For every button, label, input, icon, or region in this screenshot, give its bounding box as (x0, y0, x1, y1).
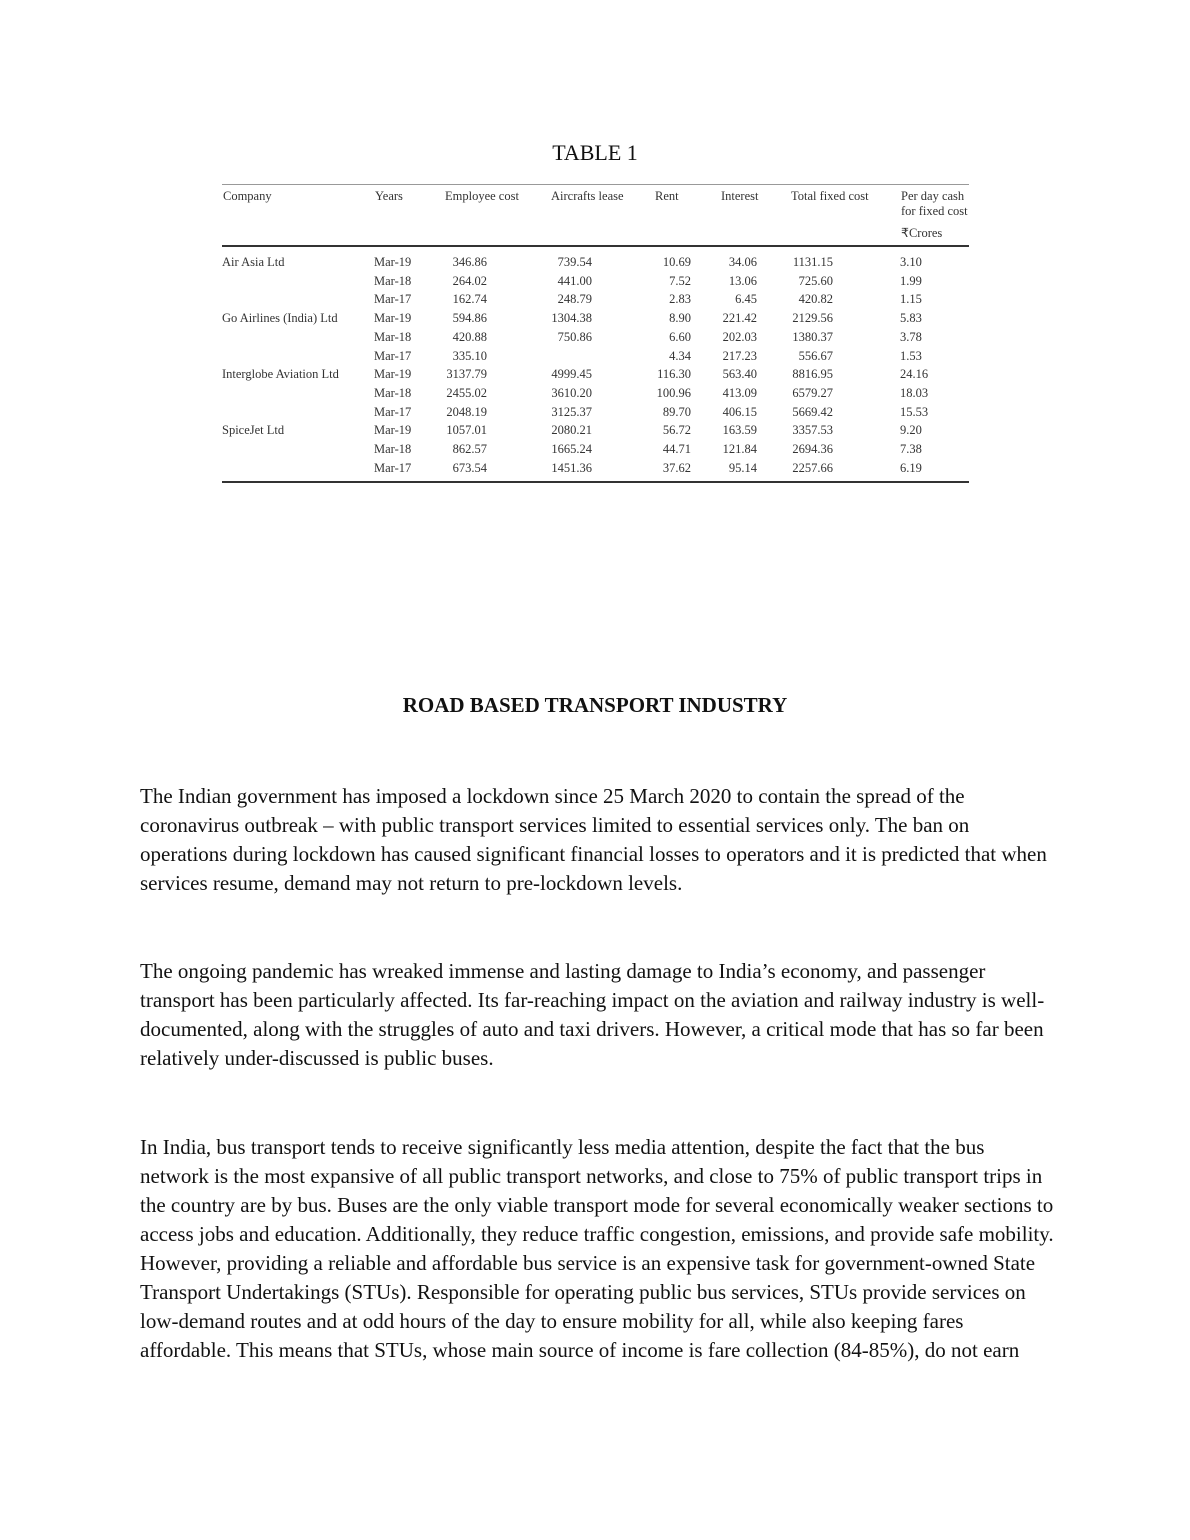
table-row (222, 384, 969, 403)
cell-aircrafts-lease: 750.86 (557, 329, 592, 344)
cell-rent: 44.71 (662, 442, 691, 457)
header-employee-cost: Employee cost (444, 185, 550, 247)
cell-total-fixed-cost: 5669.42 (792, 404, 833, 419)
cell-interest: 406.15 (722, 404, 757, 419)
cell-aircrafts-lease: 1451.36 (550, 459, 654, 483)
table-row (222, 403, 969, 422)
header-company: Company (222, 185, 374, 247)
table-row (222, 272, 969, 291)
header-years: Years (374, 185, 444, 247)
cell-total-fixed-cost: 2694.36 (792, 442, 833, 457)
table-row (222, 328, 969, 347)
header-rent: Rent (654, 185, 720, 247)
cell-employee-cost: 335.10 (452, 348, 487, 363)
cell-rent: 100.96 (656, 385, 691, 400)
cell-aircrafts-lease: 1665.24 (551, 442, 592, 457)
table-title: TABLE 1 (552, 140, 638, 165)
table-row (222, 246, 969, 272)
table-row (222, 290, 969, 309)
cell-per-day-cash: 18.03 (900, 385, 929, 400)
cell-per-day-cash: 15.53 (900, 404, 929, 419)
cell-company (222, 347, 374, 366)
cell-interest: 202.03 (722, 329, 757, 344)
cell-total-fixed-cost: 725.60 (798, 273, 833, 288)
cell-interest: 13.06 (728, 273, 757, 288)
cell-total-fixed-cost: 2257.66 (790, 459, 900, 483)
cell-per-day-cash: 3.10 (900, 255, 922, 269)
cell-total-fixed-cost: 2129.56 (792, 311, 833, 326)
cell-year: Mar-19 (374, 367, 412, 382)
cell-aircrafts-lease (550, 347, 654, 366)
cell-interest: 34.06 (728, 255, 757, 269)
cell-aircrafts-lease: 1304.38 (551, 311, 592, 326)
header-total-fixed-cost: Total fixed cost (790, 185, 900, 247)
cell-interest: 163.59 (722, 423, 757, 438)
cell-aircrafts-lease: 3610.20 (551, 385, 592, 400)
cell-interest: 563.40 (722, 367, 757, 382)
cell-rent: 89.70 (662, 404, 691, 419)
table-row (222, 421, 969, 440)
cell-interest: 217.23 (722, 348, 757, 363)
cell-year: Mar-19 (374, 255, 412, 269)
cell-employee-cost: 264.02 (452, 273, 487, 288)
table-row (222, 440, 969, 459)
cell-year: Mar-17 (374, 459, 444, 483)
table-row (222, 309, 969, 328)
cell-rent: 56.72 (662, 423, 691, 438)
cell-company (222, 272, 374, 291)
cell-employee-cost: 3137.79 (446, 367, 487, 382)
fixed-cost-table (222, 184, 968, 483)
cell-total-fixed-cost: 1380.37 (792, 329, 833, 344)
cell-company: Air Asia Ltd (222, 255, 285, 269)
cell-company: Interglobe Aviation Ltd (222, 367, 339, 382)
cell-employee-cost: 673.54 (444, 459, 550, 483)
cell-per-day-cash: 3.78 (900, 329, 922, 344)
cell-rent: 7.52 (669, 273, 691, 288)
cell-company (222, 440, 374, 459)
cell-year: Mar-17 (374, 292, 412, 307)
header-aircrafts-lease: Aircrafts lease (550, 185, 654, 247)
cell-per-day-cash: 6.19 (900, 459, 969, 483)
cell-company (222, 328, 374, 347)
cell-rent: 2.83 (669, 292, 691, 307)
cell-aircrafts-lease: 3125.37 (551, 404, 592, 419)
cell-interest: 221.42 (722, 311, 757, 326)
cell-rent: 116.30 (657, 367, 691, 382)
cell-year: Mar-18 (374, 385, 412, 400)
cell-year: Mar-19 (374, 423, 412, 438)
table-row (222, 365, 969, 384)
table-row (222, 459, 969, 483)
cell-employee-cost: 420.88 (452, 329, 487, 344)
cell-employee-cost: 162.74 (452, 292, 487, 307)
cell-aircrafts-lease: 4999.45 (551, 367, 592, 382)
data-table (222, 184, 969, 483)
cell-company (222, 403, 374, 422)
cell-per-day-cash: 7.38 (900, 442, 922, 457)
cell-rent: 8.90 (669, 311, 691, 326)
cell-company: SpiceJet Ltd (222, 423, 285, 438)
unit-label: ₹Crores (901, 226, 943, 240)
cell-year: Mar-18 (374, 273, 412, 288)
paragraph-2: The ongoing pandemic has wreaked immense and lasting damage to India’s economy, and passenger transport has been particularly affected. Its far-reaching impact on the aviation and railway industry is well-documented, along with the struggles of auto and taxi drivers. However, a critical mode that has so far been relatively under-discussed is public buses. (140, 959, 1045, 1070)
cell-company: Go Airlines (India) Ltd (222, 311, 338, 326)
cell-per-day-cash: 1.15 (900, 292, 922, 307)
cell-year: Mar-18 (374, 442, 412, 457)
cell-rent: 10.69 (662, 255, 691, 269)
cell-aircrafts-lease: 2080.21 (551, 423, 592, 438)
paragraph-3: In India, bus transport tends to receive significantly less media attention, despite the fact that the bus network is the most expansive of all public transport networks, and close to 75% of public transport trips in the country are by bus. Buses are the only viable transport mode for several economically weaker sections to access jobs and education. Additionally, they reduce traffic congestion, emissions, and provide safe mobility. However, providing a reliable and affordable bus service is an expensive task for government-owned State Transport Undertakings (STUs). Responsible for operating public bus services, STUs provide services on low-demand routes and at odd hours of the day to ensure mobility for all, while also keeping fares affordable. This means that STUs, whose main source of income is fare collection (84-85%), do not earn (140, 1135, 1054, 1362)
cell-year: Mar-17 (374, 348, 412, 363)
cell-total-fixed-cost: 1131.15 (792, 255, 833, 269)
cell-aircrafts-lease: 739.54 (557, 255, 592, 269)
cell-total-fixed-cost: 3357.53 (792, 423, 833, 438)
cell-company (222, 290, 374, 309)
cell-employee-cost: 1057.01 (446, 423, 487, 438)
cell-per-day-cash: 5.83 (900, 311, 922, 326)
cell-total-fixed-cost: 8816.95 (792, 367, 833, 382)
cell-employee-cost: 2048.19 (446, 404, 487, 419)
cell-employee-cost: 862.57 (452, 442, 487, 457)
paragraph-1: The Indian government has imposed a lockdown since 25 March 2020 to contain the spread of the coronavirus outbreak – with public transport services limited to essential services only. The ban on operations during lockdown has caused significant financial losses to operators and it is predicted that when services resume, demand may not return to pre-lockdown levels. (140, 784, 1047, 895)
cell-company (222, 384, 374, 403)
cell-total-fixed-cost: 6579.27 (792, 385, 833, 400)
cell-per-day-cash: 9.20 (900, 423, 922, 438)
cell-per-day-cash: 1.53 (900, 348, 922, 363)
cell-interest: 6.45 (735, 292, 757, 307)
cell-year: Mar-18 (374, 329, 412, 344)
cell-total-fixed-cost: 420.82 (798, 292, 833, 307)
cell-year: Mar-17 (374, 404, 412, 419)
header-per-day-cash-label: Per day cash for fixed cost (901, 189, 968, 218)
cell-employee-cost: 2455.02 (446, 385, 487, 400)
cell-rent: 4.34 (669, 348, 691, 363)
cell-rent: 37.62 (654, 459, 720, 483)
cell-aircrafts-lease: 248.79 (557, 292, 592, 307)
cell-interest: 413.09 (722, 385, 757, 400)
cell-interest: 121.84 (722, 442, 757, 457)
header-per-day-cash (900, 185, 969, 247)
cell-company (222, 459, 374, 483)
table-header-row (222, 185, 969, 247)
header-interest: Interest (720, 185, 790, 247)
cell-per-day-cash: 24.16 (900, 367, 929, 382)
section-heading: ROAD BASED TRANSPORT INDUSTRY (402, 693, 788, 717)
cell-rent: 6.60 (669, 329, 691, 344)
cell-interest: 95.14 (720, 459, 790, 483)
cell-total-fixed-cost: 556.67 (798, 348, 833, 363)
cell-per-day-cash: 1.99 (900, 273, 922, 288)
table-row (222, 347, 969, 366)
cell-year: Mar-19 (374, 311, 412, 326)
cell-aircrafts-lease: 441.00 (557, 273, 592, 288)
cell-employee-cost: 346.86 (452, 255, 487, 269)
cell-employee-cost: 594.86 (452, 311, 487, 326)
